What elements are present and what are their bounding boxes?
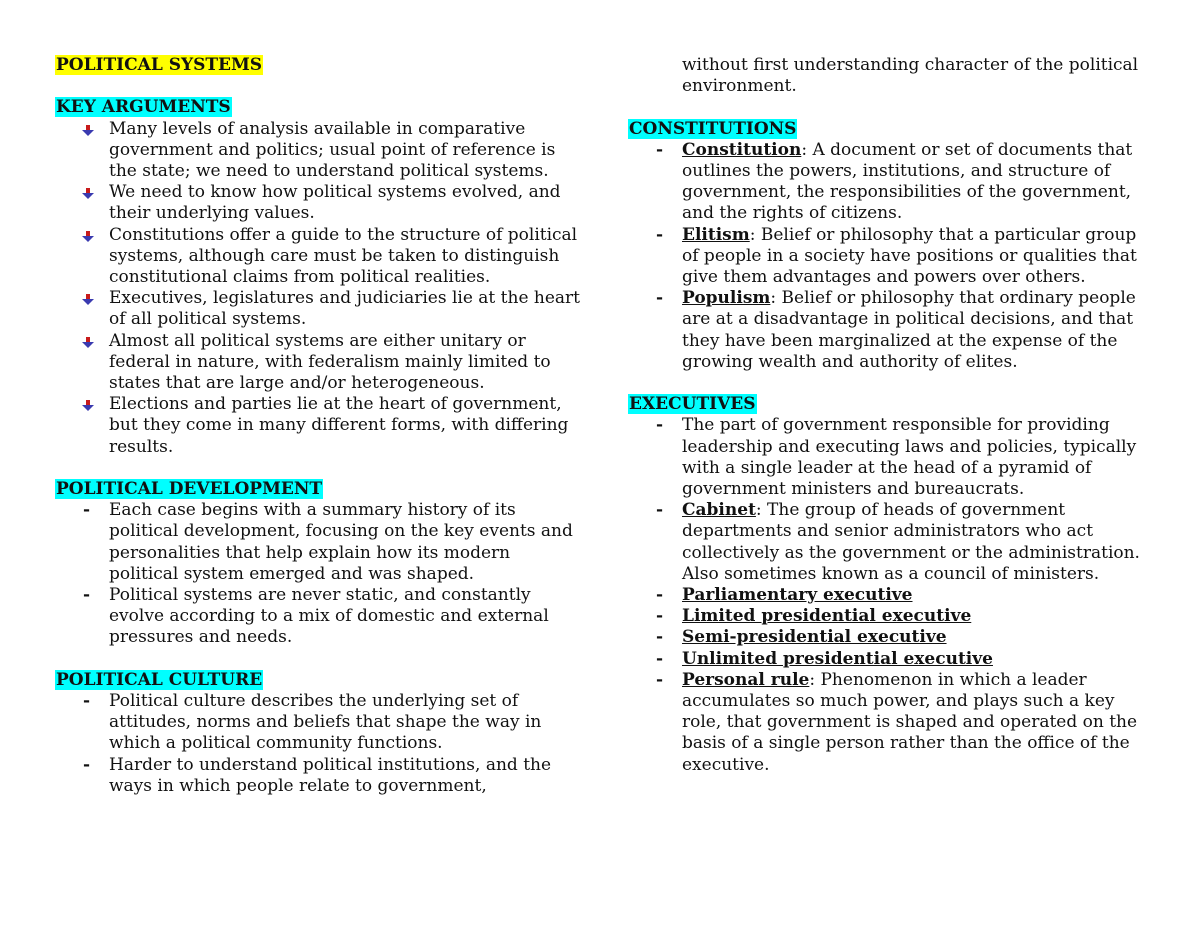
list-item-text: Each case begins with a summary history of its political development, focusing on the key events and personalities that help explain how its modern political system emerged and was shaped. <box>109 500 573 584</box>
list-item-text: Executives, legislatures and judiciaries lie at the heart of all political systems. <box>109 288 581 330</box>
political-culture-list <box>55 691 580 797</box>
executives-list <box>628 415 1153 775</box>
dash-bullet: - <box>656 585 664 606</box>
list-item <box>55 331 580 395</box>
list-item <box>55 394 580 458</box>
political-development-list <box>55 500 580 648</box>
dash-bullet: - <box>656 139 664 160</box>
list-item-text: Harder to understand political institutions, and the ways in which people relate to government, <box>109 754 552 796</box>
political-culture-heading: POLITICAL CULTURE <box>56 669 263 690</box>
list-item <box>55 119 580 183</box>
list-item-text: We need to know how political systems evolved, and their underlying values. <box>109 182 561 224</box>
list-item <box>55 691 580 755</box>
definition-text: : The group of heads of government departments and senior administrators who act collectively as the government or the administration. Also sometimes known as a council of ministers. <box>682 500 1140 584</box>
executives-heading: EXECUTIVES <box>629 394 756 415</box>
list-item-text: Many levels of analysis available in comparative government and politics; usual point of reference is the state; we need to understand political systems. <box>109 118 556 181</box>
key-arguments-heading: KEY ARGUMENTS <box>56 97 231 118</box>
dash-bullet: - <box>656 669 664 690</box>
list-item <box>628 415 1153 500</box>
list-item-text: Political systems are never static, and constantly evolve according to a mix of domestic and external pressures and needs. <box>109 585 549 648</box>
term-personal-rule: Personal rule <box>682 669 810 690</box>
list-item <box>628 585 1153 606</box>
term-constitution: Constitution <box>682 139 802 160</box>
list-item <box>628 288 1153 373</box>
list-item <box>55 755 580 797</box>
dash-bullet: - <box>656 606 664 627</box>
term-cabinet: Cabinet <box>682 500 756 521</box>
list-item <box>628 140 1153 225</box>
definition-text: : A document or set of documents that outlines the powers, institutions, and structure of government, the responsibilities of the government, and the rights of citizens. <box>682 139 1133 224</box>
arrow-bullet-icon <box>82 125 94 137</box>
continued-text: without first understanding character of the political environment. <box>682 55 1139 97</box>
list-item-text: Constitutions offer a guide to the structure of political systems, although care must be taken to distinguish constitutional claims from political realities. <box>109 224 578 288</box>
dash-bullet: - <box>656 415 664 436</box>
dash-bullet: - <box>656 224 664 245</box>
term-parliamentary-executive: Parliamentary executive <box>682 585 913 606</box>
dash-bullet: - <box>656 500 664 521</box>
page-title: POLITICAL SYSTEMS <box>56 55 263 75</box>
constitutions-list <box>628 140 1153 373</box>
term-populism: Populism <box>682 288 771 309</box>
arrow-bullet-icon <box>82 188 94 200</box>
definition-text: : Phenomenon in which a leader accumulates so much power, and plays such a key role, that government is shaped and operated on the basis of a single person rather than the office of the executive. <box>682 669 1138 775</box>
list-item <box>628 627 1153 648</box>
list-item <box>628 225 1153 289</box>
term-semi-presidential-executive: Semi-presidential executive <box>682 627 947 648</box>
term-limited-presidential-executive: Limited presidential executive <box>682 606 972 627</box>
list-item <box>628 649 1153 670</box>
term-elitism: Elitism <box>682 224 750 245</box>
dash-bullet: - <box>83 691 91 712</box>
list-item-text: Elections and parties lie at the heart of government, but they come in many different forms, with differing results. <box>109 394 569 457</box>
list-item <box>55 288 580 330</box>
arrow-bullet-icon <box>82 337 94 349</box>
arrow-bullet-icon <box>82 294 94 306</box>
definition-text: : Belief or philosophy that a particular group of people in a society have positions or qualities that give them advantages and powers over others. <box>682 224 1137 288</box>
list-item-text: Political culture describes the underlying set of attitudes, norms and beliefs that shape the way in which a political community functions. <box>109 691 542 754</box>
dash-bullet: - <box>83 585 91 606</box>
list-item <box>628 606 1153 627</box>
dash-bullet: - <box>656 288 664 309</box>
list-item <box>628 670 1153 776</box>
dash-bullet: - <box>83 500 91 521</box>
dash-bullet: - <box>83 754 91 775</box>
arrow-bullet-icon <box>82 231 94 243</box>
list-item <box>55 182 580 224</box>
list-item-text: The part of government responsible for providing leadership and executing laws and policies, typically with a single leader at the head of a pyramid of government ministers and bureaucrats. <box>682 415 1137 500</box>
key-arguments-list <box>55 119 580 458</box>
term-unlimited-presidential-executive: Unlimited presidential executive <box>682 648 993 669</box>
right-column <box>628 55 1153 776</box>
constitutions-heading: CONSTITUTIONS <box>629 118 797 139</box>
list-item-text: Almost all political systems are either unitary or federal in nature, with federalism mainly limited to states that are large and/or heterogeneous. <box>109 330 551 394</box>
political-development-heading: POLITICAL DEVELOPMENT <box>56 479 323 500</box>
list-item <box>55 500 580 585</box>
list-item <box>628 500 1153 585</box>
left-column <box>55 55 580 797</box>
arrow-bullet-icon <box>82 400 94 412</box>
list-item <box>55 585 580 649</box>
definition-text: : Belief or philosophy that ordinary people are at a disadvantage in political decisions, and that they have been marginalized at the expense of the growing wealth and authority of elites. <box>682 288 1136 372</box>
list-item <box>55 225 580 289</box>
dash-bullet: - <box>656 627 664 648</box>
dash-bullet: - <box>656 648 664 669</box>
